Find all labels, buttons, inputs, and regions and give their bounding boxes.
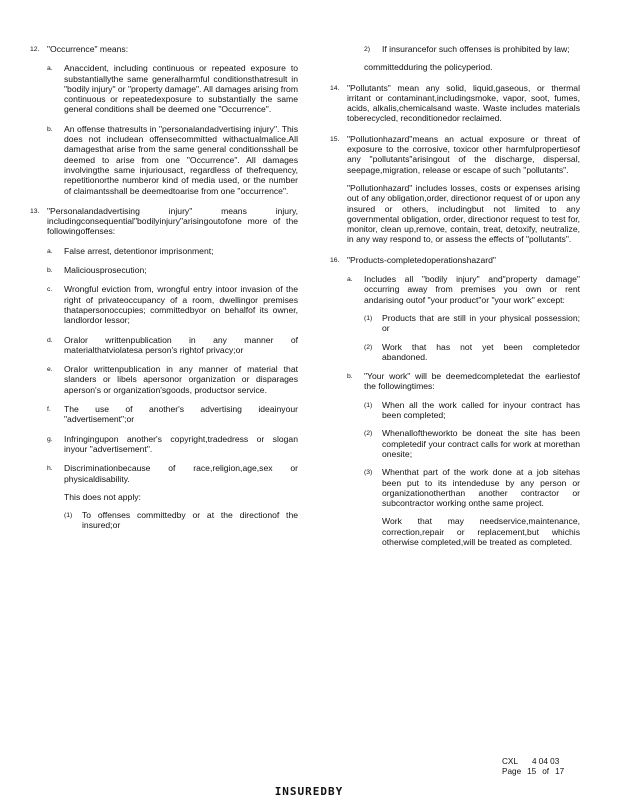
- subitem-text: To offenses committedby or at the directionof the insured;or: [82, 510, 298, 531]
- subitem-label: 2): [364, 46, 371, 53]
- definition-15: [330, 134, 580, 245]
- subitem-b: [47, 265, 298, 275]
- definition-paragraph: Work that may needservice,maintenance, correction,repair or replacement,but whichis otherwise completed,will be treated as completed.: [382, 516, 580, 547]
- definition-paragraph: "Pollutionhazard" includes losses, costs or expenses arising out of any obligation,order, directionor request of or upon any insured or others, includingbut not limited to any governmental obligation, order, directionor request to test for, monitor, clean up,remove, contain, treat, detoxify, neutralize, in any way respond to, or assess the effects of "pollutants".: [347, 182, 580, 245]
- subitem-label: (2): [364, 343, 373, 351]
- subitem-label: b.: [47, 267, 53, 275]
- subitem-text: Work that has not yet been completedor abandoned.: [382, 341, 580, 362]
- subitem-c: [47, 284, 298, 325]
- subitem-f: [47, 404, 298, 425]
- subitem-text: Oralor writtenpublication in any manner of materialthatviolatesa person's rightof privacy;or: [64, 334, 298, 355]
- subitem-label: a.: [47, 247, 53, 255]
- subitem-label: f.: [47, 406, 51, 414]
- definition-heading: "Products-completedoperationshazard": [347, 254, 496, 265]
- exclusion-2: [364, 44, 580, 54]
- subitem-g: [47, 434, 298, 455]
- definition-16: [330, 255, 580, 548]
- subitem-label: c.: [47, 286, 53, 294]
- subitem-text: If insurancefor such offenses is prohibited by law;: [382, 44, 570, 54]
- subitem-label: a.: [347, 276, 353, 284]
- subitem-label: b.: [47, 125, 53, 133]
- subitem-label: e.: [47, 366, 53, 374]
- form-code: CXL: [502, 757, 518, 766]
- definition-12: [30, 44, 298, 196]
- subitem-a-1: [364, 313, 580, 334]
- subitem-text: Products that are still in your physical possession; or: [382, 312, 580, 334]
- subitem-a: [47, 246, 298, 256]
- right-column: [330, 44, 580, 557]
- subitem-text: "Your work" will be deemedcompletedat the earliestof the followingtimes:: [364, 371, 580, 392]
- subitem-b-1: [364, 400, 580, 421]
- item-number: 12.: [30, 46, 40, 53]
- subitem-label: d.: [47, 336, 53, 344]
- subitem-h: [47, 463, 298, 530]
- page-number: 15: [527, 767, 537, 776]
- subitem-b: [347, 371, 580, 547]
- subitem-label: (1): [364, 314, 373, 322]
- subitem-text: Whenthat part of the work done at a job sitehas been put to its intendeduse by any person or organizationotherthan another contractor or subcontractor working onthe same project.: [382, 467, 580, 509]
- item-number: 13.: [30, 207, 40, 215]
- subitem-label: (3): [364, 469, 373, 477]
- subitem-text: Oralor writtenpublication in any manner of material that slanders or libels apersonor organization or disparages aperson's or organization'sgoods, productsor service.: [64, 364, 298, 395]
- page-total: 17: [555, 767, 565, 776]
- exclusion-1: [64, 510, 298, 531]
- subitem-text: Maliciousprosecution;: [64, 265, 147, 276]
- page-footer: [502, 757, 564, 777]
- exclusion-intro: This does not apply:: [64, 491, 141, 502]
- subitem-label: g.: [47, 435, 53, 443]
- form-number-row: [502, 757, 564, 767]
- definition-text: "Pollutants" mean any solid, liquid,gaseous, or thermal irritant or contaminant,includingsmoke, vapor, soot, fumes, acids, alkalis,chemicalsand waste. Waste includes materials toberecycled, reconditionedor reclaimed.: [347, 82, 580, 124]
- definition-heading: "Personalandadvertising injury" means injury, includingconsequential"bodilyinjury"arisingoutofone more of the followingoffenses:: [47, 205, 298, 237]
- page-word: Page: [502, 767, 522, 776]
- of-word: of: [542, 767, 550, 776]
- subitem-label: (1): [64, 512, 73, 520]
- form-edition: 4 04 03: [531, 757, 560, 766]
- subitem-a: [47, 63, 298, 114]
- subitem-text: Includes all "bodily injury" and"property damage" occurring away from premises you own or rent andarising outof "your product"or "your work" except:: [364, 274, 580, 305]
- subitem-text: The use of another's advertising ideainyour "advertisement";or: [64, 404, 298, 425]
- item-number: 14.: [330, 84, 340, 92]
- subitem-text: Discriminationbecause of race,religion,age,sex or physicaldisability.: [64, 463, 298, 484]
- subitem-b-3: [364, 467, 580, 508]
- subitem-label: (1): [364, 401, 373, 409]
- item-number: 15.: [330, 135, 340, 143]
- subitem-a-2: [364, 342, 580, 363]
- page-number-row: [502, 767, 564, 777]
- subitem-text: False arrest, detentionor imprisonment;: [64, 245, 214, 256]
- left-column: [30, 44, 298, 541]
- subitem-label: (2): [364, 430, 373, 438]
- subitem-b: [47, 124, 298, 196]
- subitem-label: h.: [47, 465, 53, 473]
- brand-text: INSUREDBY: [274, 785, 344, 798]
- subitem-text: Wrongful eviction from, wrongful entry intoor invasion of the right of privateoccupancy of a room, dwellingor premises thatapersonoccupies; committedbyor on behalfof its owner, landlordor lessor;: [64, 284, 298, 326]
- subitem-label: a.: [47, 65, 53, 73]
- subitem-text: When all the work called for inyour contract has been completed;: [382, 399, 580, 421]
- definition-text: "Pollutionhazard"means an actual exposure or threat of exposure to the corrosive, toxicor other harmfulpropertiesof any "pollutants"arisingout of the discharge, dispersal, seepage,migration, release or escape of such "pollutants".: [347, 133, 580, 175]
- definition-heading: "Occurrence" means:: [47, 44, 129, 54]
- committed-during-text: committedduring the policyperiod.: [364, 62, 493, 73]
- subitem-e: [47, 364, 298, 395]
- subitem-d: [47, 335, 298, 356]
- subitem-text: Anaccident, including continuous or repeated exposure to substantiallythe same generalharmful conditionsthatresult in "bodily injury" or "property damage". All damages arising from continuous or repeatedexposure to substantially the same general conditions shall be deemed one "Occurrence".: [64, 63, 298, 115]
- item-number: 16.: [330, 256, 340, 264]
- definition-13: [30, 206, 298, 531]
- definition-14: [330, 83, 580, 124]
- subitem-a: [347, 274, 580, 362]
- subitem-text: Infringingupon another's copyright,tradedress or slogan inyour "advertisement".: [64, 433, 298, 454]
- subitem-label: b.: [347, 373, 353, 381]
- subitem-b-2: [364, 428, 580, 459]
- subitem-text: Whenalloftheworkto be doneat the site has been completedif your contract calls for work at morethan onesite;: [382, 428, 580, 459]
- subitem-text: An offense thatresults in "personalandadvertising injury". This does not includean offensecommitted withactualmalice.All damagesthat arise from the same general conditionsshall be deemed to arise from one "Occurrence". All damages involvingthe same injuriousact, regardless of thefrequency, repetitionorthe numberor kind of media used, or the number of claimantsshall be deemedtoarise from one "occurrence".: [64, 123, 298, 196]
